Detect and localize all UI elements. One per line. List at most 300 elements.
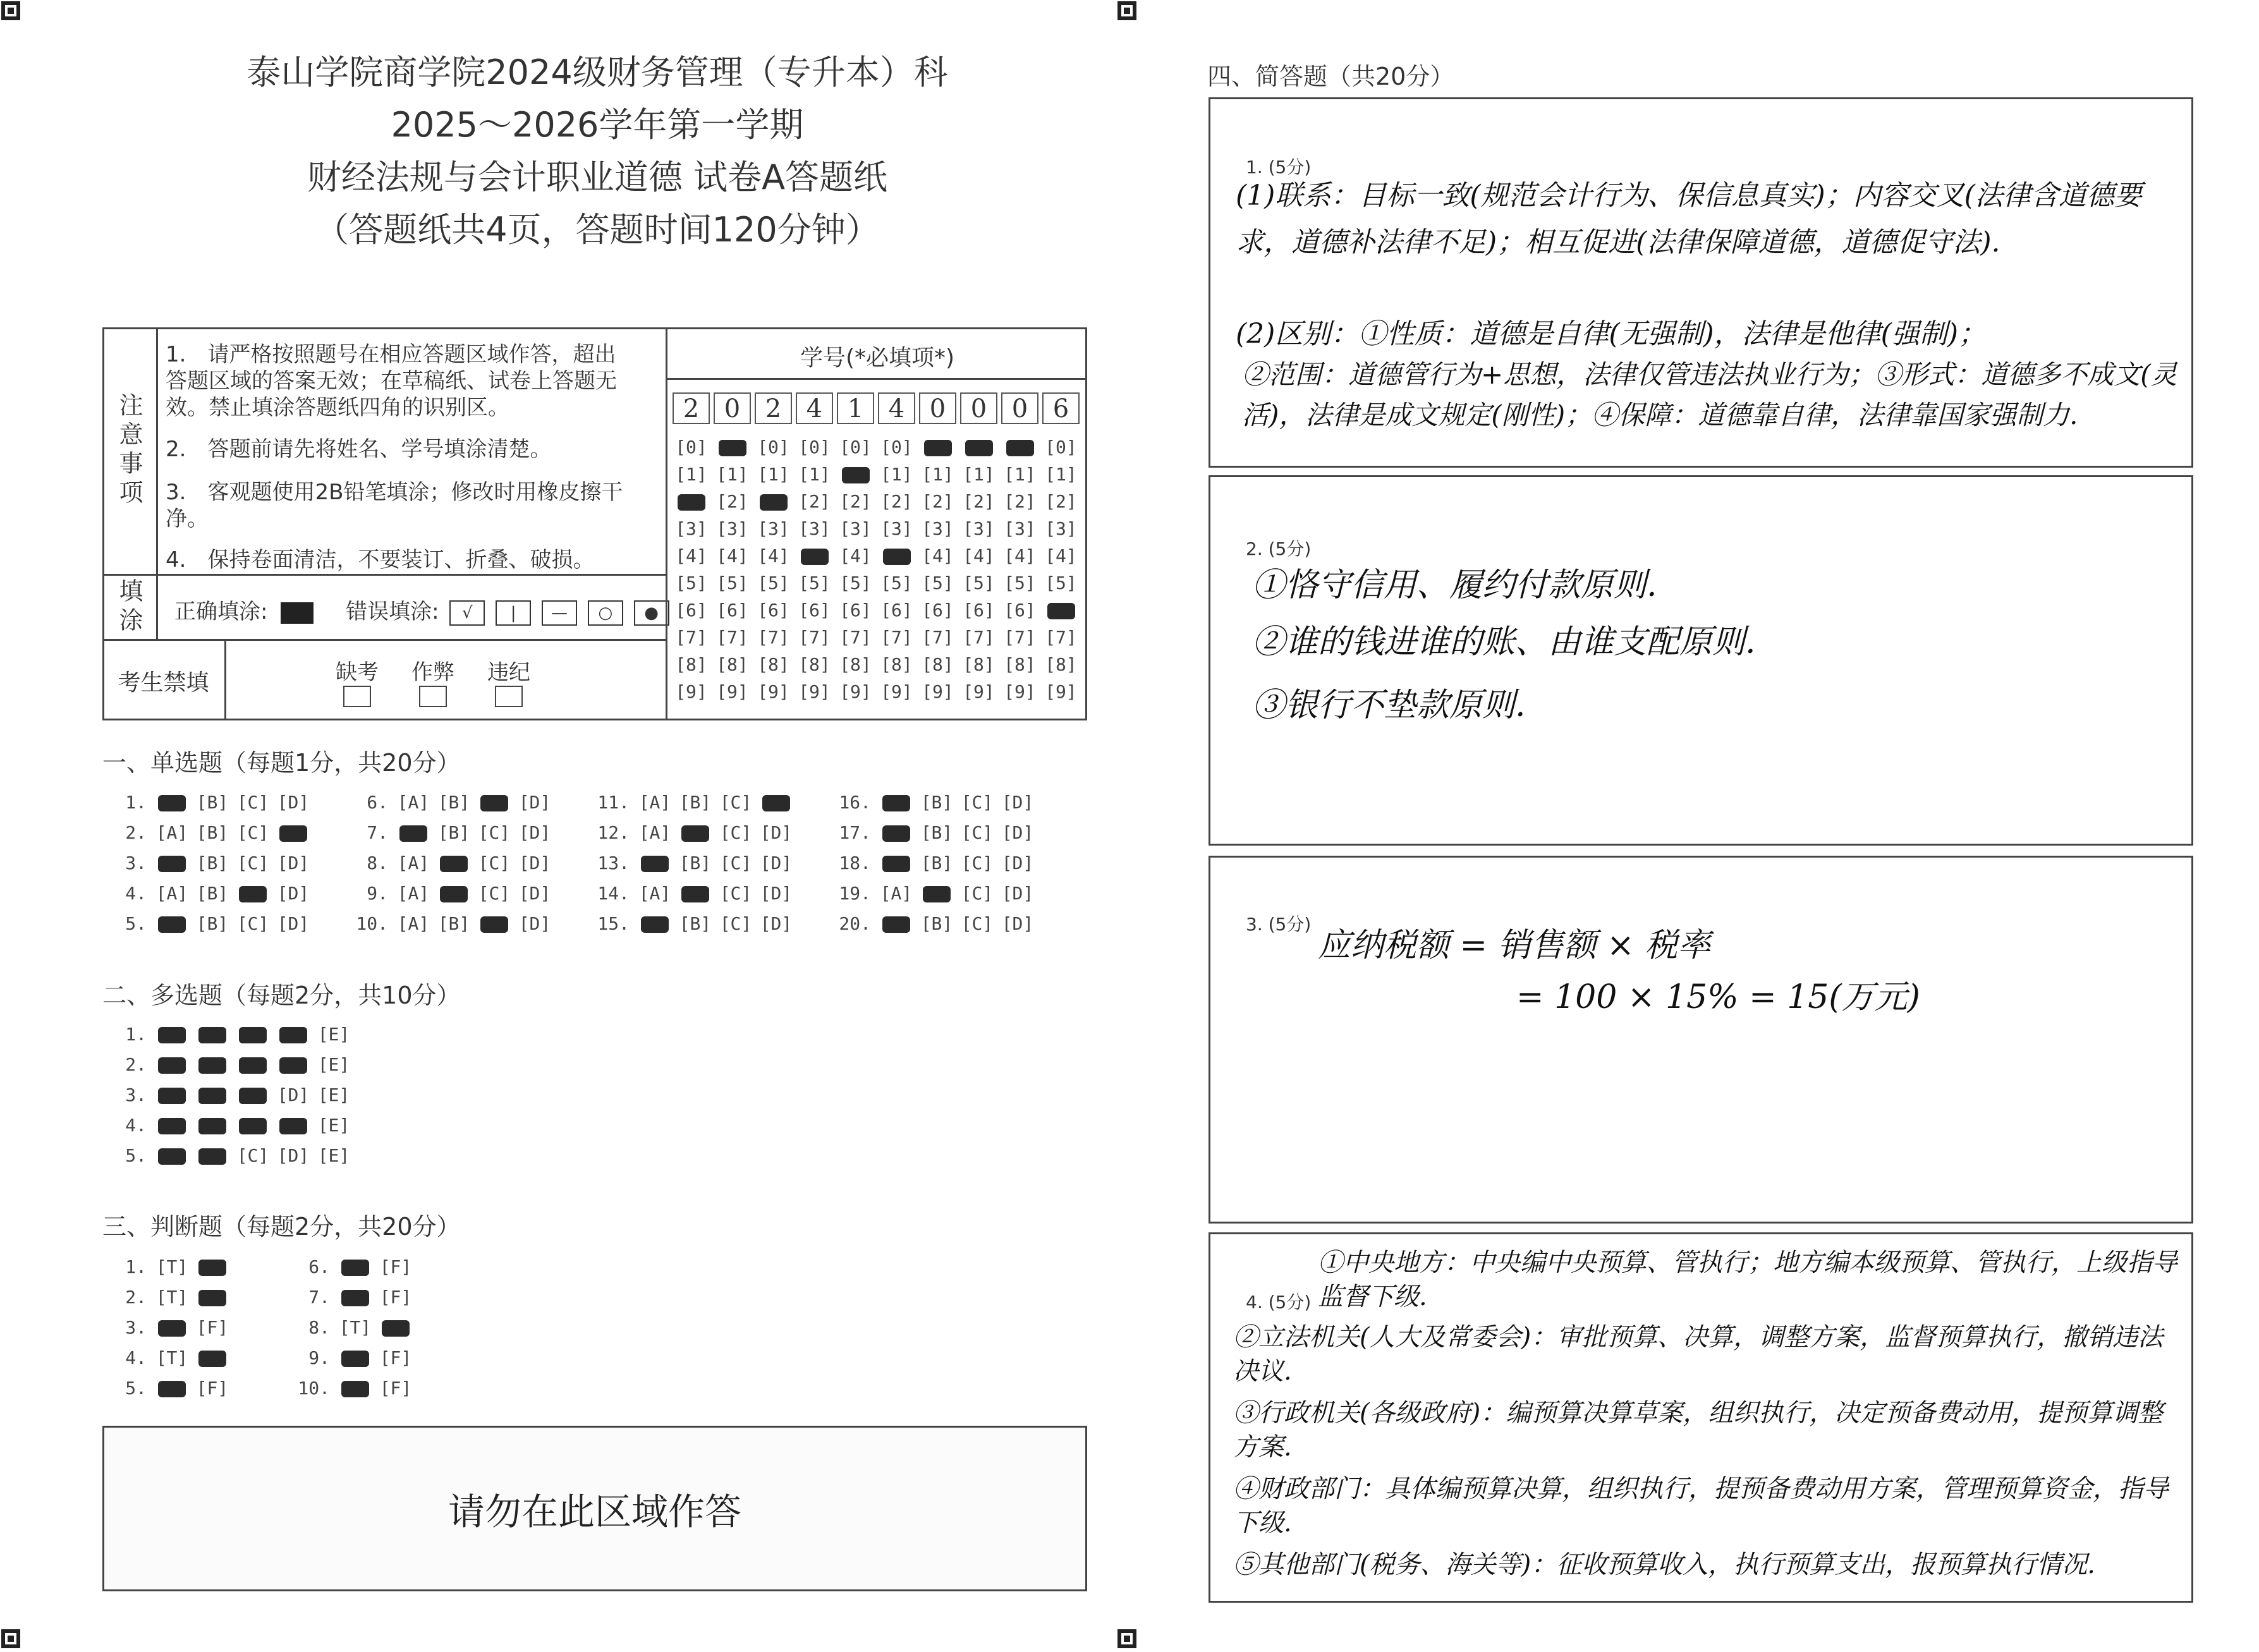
student-id-bubble[interactable]: [7] (963, 627, 995, 648)
student-id-digit: 0 (960, 392, 997, 424)
option-bubble[interactable]: [F] (196, 1378, 229, 1399)
header-info: （答题纸共4页，答题时间120分钟） (315, 210, 880, 250)
q3-answer-box[interactable] (1209, 856, 2193, 1224)
student-id-bubble[interactable]: [4] (839, 545, 872, 566)
student-id-bubble[interactable]: [3] (1004, 518, 1036, 539)
option-bubble[interactable]: [D] (518, 853, 551, 873)
filled-bubble (341, 1290, 369, 1306)
student-id-bubble[interactable] (1001, 437, 1038, 458)
option-bubble[interactable] (233, 1084, 273, 1105)
student-id-bubble[interactable] (1042, 600, 1080, 621)
option-bubble[interactable] (474, 792, 515, 813)
option-bubble[interactable]: [C] (719, 853, 752, 873)
student-id-bubble[interactable]: [8] (798, 654, 831, 675)
student-id-bubble[interactable]: [6] (922, 600, 954, 621)
option-bubble[interactable]: [A] (155, 883, 188, 904)
student-id-bubble[interactable]: [8] (716, 654, 748, 675)
option-bubble[interactable] (152, 1378, 192, 1399)
student-id-bubble[interactable]: [3] (839, 518, 872, 539)
option-bubble[interactable]: [C] (719, 792, 752, 813)
filled-bubble (882, 795, 910, 811)
option-bubble[interactable] (876, 853, 916, 873)
option-bubble[interactable]: [C] (719, 822, 752, 843)
option-bubble[interactable]: [T] (155, 1347, 188, 1368)
exam-status-option-violation[interactable]: 违纪 (480, 655, 537, 713)
filled-bubble (158, 916, 186, 933)
filled-bubble (198, 1351, 226, 1367)
option-bubble[interactable] (675, 883, 715, 904)
option-bubble[interactable]: [D] (518, 913, 551, 934)
q2-answer-box[interactable] (1209, 475, 2193, 846)
option-bubble[interactable]: [A] (397, 883, 430, 904)
student-id-bubble[interactable]: [1] (1004, 464, 1036, 485)
student-id-bubble[interactable]: [2] (963, 491, 995, 512)
student-id-bubble[interactable]: [5] (839, 573, 872, 593)
option-bubble[interactable]: [D] (1001, 792, 1034, 813)
option-bubble[interactable]: [C] (961, 822, 994, 843)
section2-title: 二、多选题（每题2分，共10分） (102, 981, 461, 1009)
notes-label: 注意事项 (102, 327, 158, 574)
student-id-bubble[interactable]: [9] (1004, 681, 1036, 702)
student-id-bubble[interactable]: [0] (675, 437, 707, 458)
multi-choice-row (107, 1024, 354, 1045)
student-id-bubble[interactable]: [0] (839, 437, 872, 458)
option-bubble[interactable] (192, 1024, 233, 1045)
option-bubble[interactable]: [C] (236, 822, 269, 843)
option-bubble[interactable]: [B] (437, 822, 470, 843)
filled-bubble (440, 886, 468, 902)
question-number: 3. (125, 853, 147, 873)
multi-choice-row (107, 1145, 354, 1166)
option-bubble[interactable] (152, 1317, 192, 1338)
student-id-bubble[interactable]: [5] (963, 573, 995, 593)
multi-choice-row (107, 1115, 354, 1136)
option-bubble[interactable] (335, 1256, 375, 1277)
student-id-bubble[interactable]: [2] (880, 491, 913, 512)
student-id-bubble[interactable]: [4] (716, 545, 748, 566)
option-bubble[interactable] (233, 883, 273, 904)
option-bubble[interactable] (393, 822, 434, 843)
student-id-bubble[interactable]: [9] (675, 681, 707, 702)
option-bubble[interactable]: [B] (920, 822, 953, 843)
option-bubble[interactable]: [B] (920, 792, 953, 813)
option-bubble[interactable]: [C] (719, 883, 752, 904)
option-bubble[interactable]: [T] (155, 1256, 188, 1277)
option-bubble[interactable]: [A] (638, 792, 671, 813)
option-bubble[interactable]: [C] (961, 792, 994, 813)
option-bubble[interactable]: [C] (236, 1145, 269, 1166)
student-id-bubble[interactable]: [7] (839, 627, 872, 648)
student-id-bubble[interactable]: [4] (1004, 545, 1036, 566)
exam-status-option-absent[interactable]: 缺考 (329, 655, 386, 713)
multi-choice-row (107, 1084, 354, 1105)
q2-line-3: ③银行不垫款原则. (1252, 686, 1526, 724)
option-bubble[interactable] (192, 1145, 233, 1166)
q4-line-1: ①中央地方：中央编中央预算、管执行；地方编本级预算、管执行，上级指导监督下级. (1318, 1248, 2177, 1311)
option-bubble[interactable]: [B] (196, 913, 229, 934)
student-id-bubble[interactable]: [6] (880, 600, 913, 621)
student-id-bubble[interactable]: [9] (880, 681, 913, 702)
question-number: 4. (125, 1115, 147, 1136)
student-id-bubble[interactable]: [9] (1045, 681, 1077, 702)
student-id-bubble[interactable]: [2] (1004, 491, 1036, 512)
true-false-row (107, 1317, 233, 1338)
q4-line-2: ②立法机关(人大及常委会)：审批预算、决算，调整方案，监督预算执行，撤销违法决议. (1233, 1323, 2164, 1386)
option-bubble[interactable] (876, 913, 916, 934)
student-id-bubble[interactable]: [4] (675, 545, 707, 566)
student-id-bubble[interactable] (714, 437, 751, 458)
student-id-bubble[interactable]: [8] (1004, 654, 1036, 675)
student-id-bubble[interactable] (960, 437, 997, 458)
option-bubble[interactable]: [A] (397, 913, 430, 934)
option-bubble[interactable] (152, 853, 192, 873)
option-bubble[interactable]: [D] (277, 1145, 310, 1166)
option-bubble[interactable]: [A] (155, 822, 188, 843)
student-id-bubble[interactable] (796, 545, 833, 566)
student-id-bubble[interactable]: [6] (839, 600, 872, 621)
q1-answer-box[interactable] (1209, 97, 2193, 468)
single-choice-row (590, 853, 796, 873)
question-number: 6. (367, 792, 388, 813)
option-bubble[interactable]: [E] (317, 1145, 350, 1166)
question-number: 11. (597, 792, 630, 813)
student-id-bubble[interactable]: [3] (1045, 518, 1077, 539)
student-id-bubble[interactable]: [1] (880, 464, 913, 485)
student-id-bubble[interactable]: [9] (798, 681, 831, 702)
option-bubble[interactable]: [B] (679, 913, 712, 934)
question-number: 17. (839, 822, 871, 843)
option-bubble[interactable]: [D] (1001, 883, 1034, 904)
option-bubble[interactable]: [E] (317, 1024, 350, 1045)
option-bubble[interactable]: [C] (961, 883, 994, 904)
student-id-bubble[interactable]: [4] (757, 545, 789, 566)
option-bubble[interactable]: [D] (1001, 913, 1034, 934)
option-bubble[interactable]: [C] (478, 853, 511, 873)
option-bubble[interactable] (335, 1287, 375, 1308)
student-id-bubble[interactable]: [7] (757, 627, 789, 648)
single-choice-row (590, 822, 796, 843)
student-id-bubble[interactable]: [6] (1004, 600, 1036, 621)
option-bubble[interactable]: [D] (277, 913, 310, 934)
question-number: 5. (125, 1145, 147, 1166)
option-bubble[interactable] (474, 913, 515, 934)
student-id-bubble[interactable]: [5] (798, 573, 831, 593)
section3-title: 三、判断题（每题2分，共20分） (102, 1213, 461, 1241)
student-id-bubble[interactable]: [9] (963, 681, 995, 702)
cheat-checkbox[interactable] (419, 686, 447, 707)
option-bubble[interactable]: [C] (478, 822, 511, 843)
student-id-digit: 0 (1001, 392, 1038, 424)
option-bubble[interactable] (335, 1378, 375, 1399)
student-id-bubble[interactable]: [8] (839, 654, 872, 675)
option-bubble[interactable]: [F] (379, 1256, 412, 1277)
filled-bubble (883, 549, 911, 565)
student-id-bubble[interactable]: [3] (798, 518, 831, 539)
option-bubble[interactable]: [D] (760, 913, 793, 934)
student-id-bubble[interactable]: [6] (757, 600, 789, 621)
option-bubble[interactable]: [C] (719, 913, 752, 934)
option-bubble[interactable]: [D] (518, 792, 551, 813)
option-bubble[interactable]: [D] (518, 883, 551, 904)
option-bubble[interactable] (916, 883, 957, 904)
option-bubble[interactable] (375, 1317, 416, 1338)
option-bubble[interactable]: [C] (478, 883, 511, 904)
option-bubble[interactable]: [T] (339, 1317, 372, 1338)
student-id-block (666, 327, 1087, 720)
filled-bubble (719, 440, 746, 456)
option-bubble[interactable]: [D] (760, 883, 793, 904)
option-bubble[interactable] (233, 1024, 273, 1045)
option-bubble[interactable]: [D] (277, 883, 310, 904)
student-id-bubble[interactable] (673, 491, 710, 512)
student-id-bubble[interactable]: [3] (675, 518, 707, 539)
student-id-bubble[interactable]: [7] (922, 627, 954, 648)
student-id-title: 学号(*必填项*) (667, 327, 1087, 380)
option-bubble[interactable] (434, 883, 474, 904)
student-id-bubble[interactable]: [1] (798, 464, 831, 485)
filled-bubble (198, 1290, 226, 1306)
q2-line-2: ②谁的钱进谁的账、由谁支配原则. (1252, 623, 1756, 661)
student-id-bubble[interactable]: [2] (1045, 491, 1077, 512)
option-bubble[interactable] (756, 792, 796, 813)
question-number: 2. (125, 1287, 147, 1308)
note-item-1: 1. 请严格按照题号在相应答题区域作答，超出答题区域的答案无效；在草稿纸、试卷上答题无效。禁止填涂答题纸四角的识别区。 (166, 342, 617, 420)
student-id-bubble[interactable] (878, 545, 915, 566)
option-bubble[interactable] (152, 913, 192, 934)
student-id-bubble[interactable]: [9] (839, 681, 872, 702)
filled-bubble (341, 1381, 369, 1397)
option-bubble[interactable] (273, 1054, 314, 1075)
option-bubble[interactable]: [C] (961, 853, 994, 873)
filled-bubble (801, 549, 829, 565)
question-number: 5. (125, 1378, 147, 1399)
student-id-bubble[interactable] (755, 491, 792, 512)
corner-mark-top-middle (1117, 1, 1136, 20)
option-bubble[interactable] (335, 1347, 375, 1368)
option-bubble[interactable]: [C] (236, 913, 269, 934)
student-id-bubble[interactable]: [7] (880, 627, 913, 648)
q3-label: 3. (5分) (1246, 914, 1312, 935)
header-school: 泰山学院商学院2024级财务管理（专升本）科 (247, 52, 948, 92)
option-bubble[interactable] (233, 1115, 273, 1136)
student-id-bubble[interactable]: [2] (922, 491, 954, 512)
option-bubble[interactable]: [A] (638, 822, 671, 843)
student-id-bubble[interactable]: [2] (716, 491, 748, 512)
student-id-bubble[interactable]: [7] (798, 627, 831, 648)
student-id-bubble[interactable]: [8] (757, 654, 789, 675)
option-bubble[interactable]: [A] (397, 792, 430, 813)
option-bubble[interactable] (192, 1347, 233, 1368)
option-bubble[interactable] (152, 1054, 192, 1075)
student-id-bubble[interactable]: [8] (1045, 654, 1077, 675)
student-id-bubble[interactable]: [3] (922, 518, 954, 539)
filled-bubble (399, 825, 427, 842)
student-id-bubble[interactable]: [9] (922, 681, 954, 702)
option-bubble[interactable] (876, 822, 916, 843)
student-id-bubble[interactable]: [8] (922, 654, 954, 675)
option-bubble[interactable]: [D] (760, 822, 793, 843)
option-bubble[interactable]: [B] (920, 853, 953, 873)
single-choice-row (107, 822, 314, 843)
student-id-bubble[interactable]: [5] (1045, 573, 1077, 593)
q4-label: 4. (5分) (1246, 1292, 1312, 1313)
option-bubble[interactable]: [C] (236, 853, 269, 873)
option-bubble[interactable]: [D] (1001, 822, 1034, 843)
student-id-bubble[interactable]: [7] (1045, 627, 1077, 648)
question-number: 13. (597, 853, 630, 873)
student-id-bubble[interactable]: [0] (757, 437, 789, 458)
true-false-row (107, 1378, 233, 1399)
q4-answer-box[interactable] (1209, 1232, 2193, 1603)
q1-line-2: (2)区别：①性质：道德是自律(无强制)，法律是他律(强制)； (1236, 318, 1986, 350)
student-id-bubble[interactable]: [4] (1045, 545, 1077, 566)
option-bubble[interactable] (152, 1024, 192, 1045)
student-id-bubble[interactable]: [9] (716, 681, 748, 702)
exam-status-option-cheat[interactable]: 作弊 (405, 655, 461, 713)
option-bubble[interactable]: [T] (155, 1287, 188, 1308)
question-number: 19. (839, 883, 871, 904)
option-bubble[interactable]: [E] (317, 1054, 350, 1075)
student-id-bubble[interactable]: [0] (798, 437, 831, 458)
q2-label: 2. (5分) (1246, 538, 1312, 559)
student-id-digit: 6 (1042, 392, 1080, 424)
option-bubble[interactable]: [F] (379, 1287, 412, 1308)
option-bubble[interactable]: [B] (679, 853, 712, 873)
option-bubble[interactable]: [B] (196, 792, 229, 813)
option-bubble[interactable]: [C] (236, 792, 269, 813)
student-id-bubble[interactable]: [3] (757, 518, 789, 539)
header-subject: 财经法规与会计职业道德 试卷A答题纸 (307, 157, 888, 197)
student-id-bubble[interactable]: [1] (922, 464, 954, 485)
student-id-bubble[interactable]: [5] (1004, 573, 1036, 593)
option-bubble[interactable]: [B] (196, 883, 229, 904)
absent-checkbox[interactable] (343, 686, 371, 707)
student-id-bubble[interactable]: [1] (716, 464, 748, 485)
student-id-bubble[interactable]: [2] (798, 491, 831, 512)
student-id-bubble[interactable]: [6] (798, 600, 831, 621)
student-id-bubble[interactable]: [5] (922, 573, 954, 593)
option-bubble[interactable] (192, 1256, 233, 1277)
student-id-bubble[interactable]: [1] (963, 464, 995, 485)
q3-line-2: = 100 × 15% = 15(万元) (1516, 978, 1920, 1016)
option-bubble[interactable]: [B] (679, 792, 712, 813)
student-id-bubble[interactable] (919, 437, 956, 458)
student-id-bubble[interactable]: [5] (880, 573, 913, 593)
student-id-bubble[interactable]: [3] (716, 518, 748, 539)
filled-bubble (239, 1088, 267, 1104)
option-bubble[interactable]: [D] (518, 822, 551, 843)
option-bubble[interactable] (152, 1145, 192, 1166)
student-id-bubble[interactable] (837, 464, 874, 485)
option-bubble[interactable] (192, 1287, 233, 1308)
filled-bubble (1006, 440, 1034, 456)
student-id-bubble[interactable]: [9] (757, 681, 789, 702)
option-bubble[interactable]: [D] (277, 1084, 310, 1105)
option-bubble[interactable]: [B] (437, 792, 470, 813)
option-bubble[interactable]: [F] (379, 1378, 412, 1399)
option-bubble[interactable]: [D] (760, 853, 793, 873)
option-bubble[interactable] (273, 1115, 314, 1136)
student-id-bubble[interactable]: [7] (675, 627, 707, 648)
student-id-bubble[interactable]: [3] (880, 518, 913, 539)
violation-checkbox[interactable] (495, 686, 523, 707)
student-id-bubble[interactable]: [5] (675, 573, 707, 593)
student-id-bubble[interactable]: [0] (1045, 437, 1077, 458)
option-bubble[interactable]: [B] (196, 853, 229, 873)
option-bubble[interactable]: [E] (317, 1115, 350, 1136)
option-bubble[interactable] (152, 1084, 192, 1105)
option-bubble[interactable]: [F] (196, 1317, 229, 1338)
option-bubble[interactable]: [F] (379, 1347, 412, 1368)
student-id-bubble[interactable]: [1] (675, 464, 707, 485)
student-id-bubble[interactable]: [4] (963, 545, 995, 566)
student-id-bubble[interactable]: [0] (880, 437, 913, 458)
option-bubble[interactable] (273, 822, 314, 843)
option-bubble[interactable]: [B] (437, 913, 470, 934)
option-bubble[interactable] (233, 1054, 273, 1075)
student-id-bubble[interactable]: [1] (757, 464, 789, 485)
filled-bubble (341, 1351, 369, 1367)
option-bubble[interactable]: [D] (1001, 853, 1034, 873)
option-bubble[interactable] (192, 1115, 233, 1136)
option-bubble[interactable] (273, 1024, 314, 1045)
option-bubble[interactable] (434, 853, 474, 873)
question-number: 9. (308, 1347, 330, 1368)
single-choice-row (349, 822, 555, 843)
option-bubble[interactable] (152, 1115, 192, 1136)
student-id-bubble[interactable]: [7] (716, 627, 748, 648)
filled-bubble (279, 1118, 307, 1134)
option-bubble[interactable] (192, 1084, 233, 1105)
option-bubble[interactable]: [D] (277, 792, 310, 813)
filled-bubble (279, 1057, 307, 1074)
student-id-bubble[interactable]: [8] (675, 654, 707, 675)
option-bubble[interactable] (876, 792, 916, 813)
student-id-bubble[interactable]: [1] (1045, 464, 1077, 485)
student-id-bubble[interactable]: [8] (880, 654, 913, 675)
option-bubble[interactable]: [A] (880, 883, 913, 904)
option-bubble[interactable]: [B] (920, 913, 953, 934)
question-number: 8. (367, 853, 388, 873)
single-choice-row (832, 822, 1038, 843)
option-bubble[interactable]: [A] (397, 853, 430, 873)
option-bubble[interactable]: [C] (961, 913, 994, 934)
option-bubble[interactable]: [B] (196, 822, 229, 843)
option-bubble[interactable] (675, 822, 715, 843)
student-id-bubble[interactable]: [4] (922, 545, 954, 566)
student-id-bubble[interactable]: [7] (1004, 627, 1036, 648)
option-bubble[interactable] (152, 792, 192, 813)
student-id-bubble[interactable]: [8] (963, 654, 995, 675)
student-id-bubble[interactable]: [6] (675, 600, 707, 621)
student-id-bubble[interactable]: [5] (716, 573, 748, 593)
option-bubble[interactable]: [D] (277, 853, 310, 873)
student-id-bubble[interactable]: [6] (716, 600, 748, 621)
student-id-bubble[interactable]: [2] (839, 491, 872, 512)
option-bubble[interactable] (635, 853, 675, 873)
student-id-bubble[interactable]: [6] (963, 600, 995, 621)
divider-notes (102, 574, 667, 576)
corner-mark-bottom-middle (1117, 1629, 1136, 1648)
option-bubble[interactable] (635, 913, 675, 934)
student-id-bubble[interactable]: [5] (757, 573, 789, 593)
option-bubble[interactable]: [A] (638, 883, 671, 904)
option-bubble[interactable]: [E] (317, 1084, 350, 1105)
filled-bubble (1047, 603, 1075, 619)
student-id-grid[interactable] (673, 437, 1087, 702)
student-id-bubble[interactable]: [3] (963, 518, 995, 539)
option-bubble[interactable] (192, 1054, 233, 1075)
